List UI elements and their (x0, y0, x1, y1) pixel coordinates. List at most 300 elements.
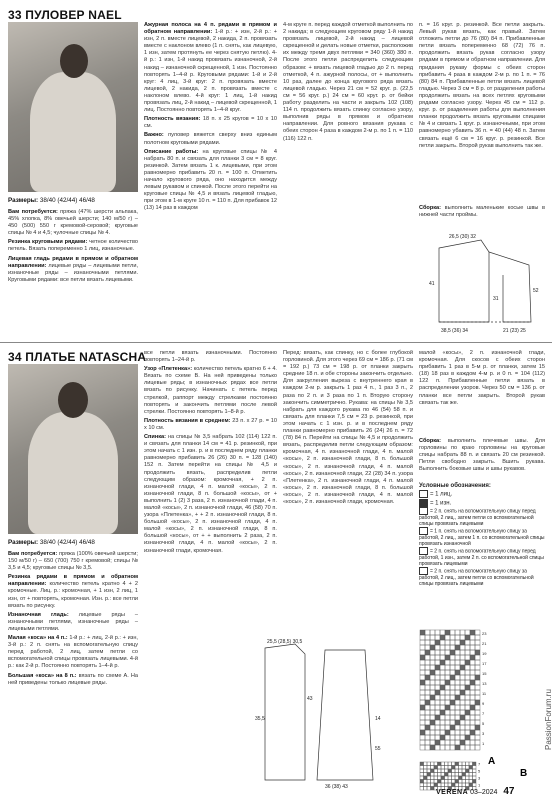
chart-cell (445, 685, 450, 690)
chart-cell (445, 665, 450, 670)
chart-cell (445, 680, 450, 685)
chart-cell (455, 735, 460, 740)
chart-cell (430, 670, 435, 675)
chart-cell (473, 762, 477, 766)
chart-cell (470, 725, 475, 730)
chart-cell (438, 769, 442, 773)
chart-cell (466, 766, 470, 770)
page-footer: VERENA 03–2024 47 (436, 786, 515, 797)
chart-cell (430, 640, 435, 645)
chart-cell (450, 735, 455, 740)
chart-cell (420, 769, 424, 773)
chart-cell (430, 665, 435, 670)
chart-cell (450, 630, 455, 635)
chart-cell (455, 690, 460, 695)
chart-cell (460, 745, 465, 750)
chart-cell (440, 670, 445, 675)
chart-cell (441, 776, 445, 780)
chart-cell (460, 735, 465, 740)
dress-body-outline (265, 644, 305, 780)
chart-cell (455, 740, 460, 745)
cable-symbol-icon (419, 527, 428, 535)
chart-cell (465, 685, 470, 690)
chart-cell (438, 766, 442, 770)
chart-cell (438, 776, 442, 780)
chart-cell (445, 715, 450, 720)
chart-cell (475, 630, 480, 635)
chart-cell (440, 690, 445, 695)
chart-cell (425, 735, 430, 740)
chart-cell (455, 680, 460, 685)
chart-cell (435, 665, 440, 670)
chart-cell (427, 766, 431, 770)
chart-cell (430, 685, 435, 690)
chart-cell (440, 640, 445, 645)
chart-row-number: 3 (482, 731, 485, 736)
chart-cell (469, 776, 473, 780)
chart-row-number: 15 (482, 671, 487, 676)
chart-cell (435, 705, 440, 710)
chart-cell (445, 735, 450, 740)
paragraph: Плотность вязания: 18 п. x 25 кругов = 10 x 10 см. (144, 116, 277, 130)
symbol-legend (419, 482, 545, 587)
chart-cell (470, 640, 475, 645)
chart-cell (455, 685, 460, 690)
chart-cell (475, 725, 480, 730)
chart-cell (465, 720, 470, 725)
dim-label: 38,5 (36) 34 (441, 328, 468, 334)
chart-cell (425, 660, 430, 665)
chart-row-number: 19 (482, 651, 487, 656)
chart-cell (424, 783, 428, 787)
chart-cell (450, 650, 455, 655)
chart-cell (470, 715, 475, 720)
chart-cell (455, 635, 460, 640)
chart-cell (460, 655, 465, 660)
chart-cell (452, 776, 456, 780)
chart-cell (438, 780, 442, 784)
chart-cell (445, 650, 450, 655)
chart-cell (445, 766, 449, 770)
chart-row-number: 9 (482, 701, 485, 706)
chart-cell (440, 685, 445, 690)
chart-cell (475, 735, 480, 740)
section2-assembly: Сборка: выполнить плечевые швы. Для горловины по краю горловины на круговые спицы набрать 88 п. и связать 20 см резинкой. Петли свободно закрыть. Вшить рукава. Выполнить боковые швы и швы рукавов. (419, 438, 545, 473)
chart-cell (450, 700, 455, 705)
chart-cell (460, 660, 465, 665)
chart-cell (465, 650, 470, 655)
chart-cell (445, 720, 450, 725)
chart-cell (450, 730, 455, 735)
chart-cell (430, 715, 435, 720)
dim-label: 43 (307, 696, 313, 702)
chart-cell (450, 720, 455, 725)
chart-cell (425, 705, 430, 710)
chart-cell (425, 730, 430, 735)
chart-cell (450, 675, 455, 680)
chart-cell (430, 630, 435, 635)
chart-cell (420, 787, 424, 791)
chart-cell (470, 710, 475, 715)
chart-cell (466, 780, 470, 784)
chart-cell (470, 635, 475, 640)
chart-cell (440, 630, 445, 635)
chart-cell (424, 776, 428, 780)
chart-cell (473, 780, 477, 784)
chart-cell (455, 730, 460, 735)
chart-cell (470, 685, 475, 690)
chart-cell (435, 740, 440, 745)
watermark: PassionForum.ru (544, 689, 553, 750)
chart-cell (420, 685, 425, 690)
chart-cell (470, 645, 475, 650)
chart-cell (440, 740, 445, 745)
chart-cell (475, 645, 480, 650)
chart-cell (450, 695, 455, 700)
chart-cell (459, 766, 463, 770)
section1-schematic (419, 230, 547, 340)
chart-cell (450, 725, 455, 730)
chart-cell (475, 650, 480, 655)
model-figure-2 (28, 412, 118, 534)
section2-col4: малой «косы», 2 п. изнаночной глади, кромочная. Для скосов с обеих сторон прибавить 1 раз в 5-м р. от планки, затем 15 (18) 18 раз в каждом 4-м р. и 0 п. = 104 (112) 122 п. Прибавленные петли вязать в распределении узоров. Через 50 см = 136 р. от планки все петли закрыть. Второй рукав связать так же. (419, 350, 545, 406)
chart-cell (435, 670, 440, 675)
chart-cell (465, 655, 470, 660)
chart-row-number: 1 (482, 741, 485, 746)
chart-cell (459, 762, 463, 766)
chart-cell (431, 773, 435, 777)
chart-cell (424, 773, 428, 777)
chart-cell (431, 780, 435, 784)
legend-item: = 2 п. снять на вспомогательную спицу перед работой, 1 изн., затем 2 п. со вспомогательной спицы провязать лицевыми (419, 548, 544, 568)
chart-cell (434, 773, 438, 777)
chart-cell (475, 695, 480, 700)
chart-cell (440, 705, 445, 710)
chart-cell (434, 766, 438, 770)
chart-cell (475, 710, 480, 715)
chart-cell (473, 766, 477, 770)
chart-cell (425, 645, 430, 650)
chart-cell (465, 690, 470, 695)
chart-cell (450, 685, 455, 690)
chart-cell (435, 730, 440, 735)
chart-cell (425, 635, 430, 640)
chart-cell (420, 730, 425, 735)
chart-cell (470, 655, 475, 660)
chart-cell (450, 705, 455, 710)
paragraph: Ажурная полоса на 4 п. рядами в прямом и обратном направлении: 1-й р.: + изн, 2-й р.: + изн, 2 п. вместе лицевой, 2 накида, 2 п. провязать вместе с наклоном влево (1 п. снять, как лицевую, 1 изн, затем протянуть ее через снятую петлю). 4-й р.: 1 изн, 1-й накид провязать изнаночной, 2-й накид – изнаночной скрещенной, 1 изн. Постоянно повторять 1–4-й р. Круговыми рядами: 1-й и 2-й круг: 4 лиц, 3-й круг: 2 п. провязать вместе лицевой, 2 накида, 2 п. провязать вместе с наклоном влево. 4-й круг: 1 лиц, 1-й накид провязать лиц, 2-й накид – лицевой скрещенной, 1 лиц. Постоянно повторять 1–4-й круг. (144, 22, 278, 114)
chart-cell (441, 780, 445, 784)
chart-cell (460, 675, 465, 680)
chart-cell (470, 665, 475, 670)
chart-cell (450, 645, 455, 650)
chart-cell (450, 660, 455, 665)
chart-cell (460, 695, 465, 700)
chart-cell (466, 769, 470, 773)
chart-cell (450, 680, 455, 685)
chart-b-label: B (520, 768, 528, 779)
chart-cell (431, 776, 435, 780)
paragraph: Резинка круговыми рядами: четное количество петель. Вязать попеременно 1 лиц, изнаночные. (8, 239, 138, 253)
chart-cell (430, 690, 435, 695)
chart-cell (475, 660, 480, 665)
chart-cell (420, 715, 425, 720)
dim-label: 14 (375, 716, 381, 722)
chart-cell (465, 705, 470, 710)
chart-cell (440, 695, 445, 700)
chart-cell (475, 635, 480, 640)
chart-cell (430, 680, 435, 685)
chart-cell (441, 762, 445, 766)
paragraph: Вам потребуется: пряжа (47% шерсти альпака, 45% хлопка, 8% овечьей шерсти; 140 м/50 г) – 450 (500) 550 г кремовой-серовой; круговые спицы № 4 и 4,5; чулочные спицы № 4. (8, 209, 138, 237)
chart-cell (430, 695, 435, 700)
chart-cell (473, 773, 477, 777)
chart-cell (465, 630, 470, 635)
dim-label: 41 (429, 281, 435, 287)
chart-cell (438, 773, 442, 777)
chart-cell (420, 773, 424, 777)
chart-cell (440, 660, 445, 665)
sleeve-outline (317, 650, 373, 780)
chart-cell (452, 766, 456, 770)
chart-cell (430, 675, 435, 680)
chart-cell (435, 630, 440, 635)
chart-cell (435, 655, 440, 660)
chart-cell (465, 695, 470, 700)
cable-symbol-icon (419, 507, 428, 515)
chart-cell (460, 650, 465, 655)
section1-col1 (8, 209, 138, 334)
chart-cell (448, 776, 452, 780)
model-figure-1 (30, 72, 116, 192)
chart-cell (459, 776, 463, 780)
chart-cell (427, 780, 431, 784)
paragraph: Узор «Плетенка»: количество петель кратно 6 + 4. Вязать по схеме В. На ней приведены только лицевые ряды; в изнаночных рядах все петли вязать по рисунку. Начинать с петель перед стрелкой, раппорт между стрелками постоянно повторять и закончить петлями после левой стрелки. Постоянно повторять 1–8-й р. (144, 366, 277, 415)
chart-cell (475, 640, 480, 645)
section2-photo (8, 364, 138, 534)
body-outline (439, 240, 489, 322)
chart-cell (470, 695, 475, 700)
chart-cell (455, 762, 459, 766)
dim-label: 55 (375, 746, 381, 752)
chart-cell (435, 725, 440, 730)
chart-cell (475, 745, 480, 750)
chart-cell (430, 730, 435, 735)
chart-cell (448, 769, 452, 773)
chart-cell (435, 650, 440, 655)
chart-cell (434, 769, 438, 773)
chart-cell (440, 655, 445, 660)
chart-cell (455, 710, 460, 715)
legend-item: = 1 п. снять на вспомогательную спицу за работой, 2 лиц., затем 1 п. со вспомогательной спицы провязать изнаночной (419, 528, 545, 548)
chart-cell (445, 762, 449, 766)
chart-cell (424, 780, 428, 784)
chart-cell (445, 773, 449, 777)
chart-cell (438, 762, 442, 766)
section1-photo (8, 22, 138, 192)
chart-cell (430, 735, 435, 740)
chart-cell (470, 630, 475, 635)
chart-cell (440, 645, 445, 650)
chart-cell (430, 655, 435, 660)
chart-cell (475, 655, 480, 660)
chart-row-number: 13 (482, 681, 487, 686)
chart-cell (445, 660, 450, 665)
chart-cell (431, 766, 435, 770)
chart-cell (460, 680, 465, 685)
chart-cell (420, 660, 425, 665)
chart-cell (420, 665, 425, 670)
paragraph: Лицевая гладь рядами в прямом и обратном направлении: лицевые ряды – лицевыми петли, изнаночные ряды – изнаночными петлями. Круговыми рядами: все петли вязать лицевыми. (8, 255, 138, 283)
chart-cell (425, 700, 430, 705)
chart-cell (420, 705, 425, 710)
legend-item: = 2 п. снять на вспомогательную спицу за работой, 2 лиц., затем петли со вспомогательной спицы провязать лицевыми (419, 568, 534, 588)
chart-cell (425, 650, 430, 655)
section1-sizes: Размеры: 38/40 (42/44) 46/48 (8, 197, 95, 204)
chart-cell (440, 725, 445, 730)
paragraph: Спинка: на спицы № 3,5 набрать 102 (114) 122 п. и связать для планки 14 см = 41 р. резинкой, при этом начать с 1 изн. р. и в последнем ряду планки равномерно прибавить 26 (26) 30 п. = 128 (140) 152 п. Затем перейти на спицы № 4,5 и продолжить вязать, распределив петли следующим образом: кромочная, + 2 п. изнаночной глади, 4 п. малой «косы», 2 п. изнаночной глади, 8 п. большой «косы», от + выполнить 1 (2) 3 раза, 2 п. изнаночной глади, 4 п. малой «косы», 2 п. изнаночной глади, 46 (58) 70 п. узора «Плетенка», + + 2 п. изнаночной глади, 8 п. большой «косы», 2 п. изнаночной глади, 4 п. малой «косы», 2 п. изнаночной глади, 8 п. большой «косы», от + + выполнить 2 раза, 2 п. изнаночной глади, 4 п. малой «косы», 2 п. изнаночной глади, кромочная. (144, 434, 277, 554)
chart-cell (460, 690, 465, 695)
chart-cell (431, 787, 435, 791)
section1-title: 33 ПУЛОВЕР NAEL (8, 8, 122, 22)
chart-cell (475, 740, 480, 745)
chart-cell (420, 640, 425, 645)
chart-cell (448, 766, 452, 770)
chart-cell (465, 735, 470, 740)
chart-cell (425, 690, 430, 695)
chart-cell (460, 730, 465, 735)
chart-cell (430, 740, 435, 745)
chart-cell (450, 665, 455, 670)
chart-cell (445, 745, 450, 750)
chart-cell (452, 762, 456, 766)
chart-cell (420, 695, 425, 700)
chart-cell (420, 783, 424, 787)
chart-cell (475, 685, 480, 690)
chart-cell (424, 766, 428, 770)
chart-cell (427, 787, 431, 791)
chart-row-number: 1 (478, 782, 481, 788)
chart-cell (450, 670, 455, 675)
chart-row-number: 5 (478, 768, 481, 774)
chart-cell (469, 769, 473, 773)
chart-cell (440, 650, 445, 655)
paragraph: все петли вязать изнаночными. Постоянно повторять 1–24-й р. (144, 350, 277, 364)
chart-cell (469, 766, 473, 770)
chart-cell (440, 710, 445, 715)
chart-cell (430, 720, 435, 725)
paragraph: Описание работы: на круговые спицы № 4 набрать 80 п. и связать для планки 3 см = 8 круг. резинкой. Затем вязать 1 к. лицевыми, при этом равномерно прибавить 20 п. = 100 п. Отметить начало кругового ряда, оно находится между левым рукавом и спинкой. После этого перейти на круговые спицы № 4,5 и вязать лицевой гладью, при этом в 1-м круге 10 п. = 110 п. Для прибавок 12 (13) 14 раз в каждом (144, 148, 278, 212)
chart-cell (470, 690, 475, 695)
chart-cell (462, 773, 466, 777)
knit-symbol-icon (419, 490, 428, 498)
chart-cell (445, 690, 450, 695)
chart-cell (475, 715, 480, 720)
chart-cell (448, 780, 452, 784)
chart-cell (455, 715, 460, 720)
section2-col1 (8, 551, 138, 791)
chart-cell (460, 635, 465, 640)
chart-cell (435, 695, 440, 700)
chart-cell (460, 665, 465, 670)
chart-cell (470, 680, 475, 685)
chart-cell (445, 640, 450, 645)
chart-cell (475, 680, 480, 685)
chart-cell (435, 675, 440, 680)
model-head-2 (58, 382, 88, 418)
chart-cell (455, 766, 459, 770)
chart-cell (470, 735, 475, 740)
legend-title: Условные обозначения: (419, 483, 491, 489)
chart-cell (455, 773, 459, 777)
chart-cell (435, 735, 440, 740)
chart-cell (435, 635, 440, 640)
chart-cell (465, 675, 470, 680)
chart-row-number: 17 (482, 661, 487, 666)
chart-cell (465, 645, 470, 650)
chart-cell (452, 769, 456, 773)
chart-cell (430, 700, 435, 705)
legend-item: = 1 изн. (419, 499, 545, 508)
chart-cell (466, 762, 470, 766)
chart-cell (445, 635, 450, 640)
chart-cell (466, 776, 470, 780)
chart-cell (440, 730, 445, 735)
chart-cell (465, 635, 470, 640)
chart-cell (420, 655, 425, 660)
chart-cell (473, 769, 477, 773)
chart-cell (425, 685, 430, 690)
chart-cell (431, 783, 435, 787)
chart-cell (455, 705, 460, 710)
chart-cell (435, 720, 440, 725)
chart-cell (455, 645, 460, 650)
chart-cell (465, 700, 470, 705)
chart-cell (455, 655, 460, 660)
chart-cell (455, 695, 460, 700)
chart-cell (441, 773, 445, 777)
chart-cell (465, 670, 470, 675)
section2-title: 34 ПЛАТЬЕ NATASCHA (8, 350, 147, 364)
cable-symbol-icon (419, 547, 428, 555)
chart-cell (441, 769, 445, 773)
chart-cell (455, 769, 459, 773)
chart-cell (435, 710, 440, 715)
chart-cell (420, 780, 424, 784)
chart-cell (420, 725, 425, 730)
chart-cell (455, 640, 460, 645)
chart-cell (455, 660, 460, 665)
chart-cell (445, 700, 450, 705)
chart-cell (475, 675, 480, 680)
chart-cell (459, 780, 463, 784)
chart-cell (420, 690, 425, 695)
chart-cell (460, 740, 465, 745)
chart-cell (420, 635, 425, 640)
chart-cell (425, 695, 430, 700)
chart-cell (460, 725, 465, 730)
chart-cell (460, 720, 465, 725)
chart-cell (469, 780, 473, 784)
chart-cell (445, 730, 450, 735)
chart-cell (475, 665, 480, 670)
chart-cell (424, 769, 428, 773)
chart-cell (462, 762, 466, 766)
chart-cell (475, 670, 480, 675)
chart-cell (470, 745, 475, 750)
chart-cell (430, 635, 435, 640)
chart-cell (420, 735, 425, 740)
